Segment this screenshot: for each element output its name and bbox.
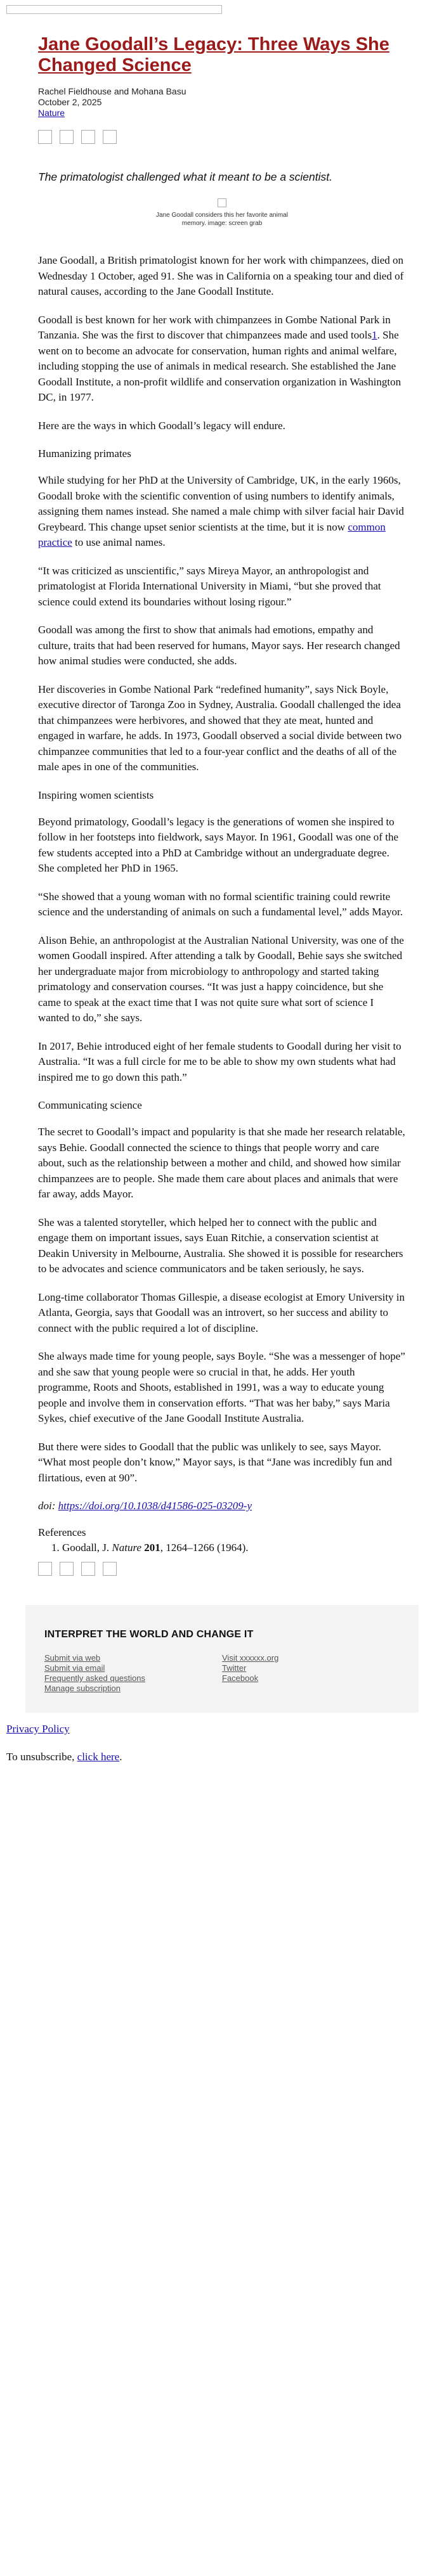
body-paragraph [38, 473, 406, 551]
body-paragraph: She always made time for young people, says Boyle. “She was a messenger of hope” and she saw that young people were so crucial in that, he adds. Her youth programme, Roots and Shoots, established in 1991, was a way to educate young people and involve them in conservation efforts. “That was her baby,” says Maria Sykes, chief executive of the Jane Goodall Institute Australia. [38, 1350, 405, 1424]
reference-journal: Nature [112, 1542, 141, 1554]
faq-link[interactable]: Frequently asked questions [44, 1673, 145, 1683]
body-paragraph [38, 312, 406, 406]
body-paragraph: But there were sides to Goodall that the public was unlikely to see, says Mayor. “What most people don’t know,” Mayor says, is that “Jane was incredibly fun and flirtatious, even at 90”. [38, 1440, 393, 1484]
authors: Rachel Fieldhouse and Mohana Basu [38, 86, 186, 96]
reference-volume: 201 [144, 1542, 160, 1554]
share-icon-1[interactable] [38, 1562, 52, 1576]
doi-line [38, 1498, 406, 1514]
body-paragraph: She was a talented storyteller, which helped her to connect with the public and engage them on important issues, says Euan Ritchie, a conservation scientist at Deakin University in Melbourne, Australia. She showed it is possible for researchers to be advocates and science communicators and be taken seriously, he says. [38, 1216, 403, 1275]
doi-link[interactable]: https://doi.org/10.1038/d41586-025-03209-y [58, 1500, 252, 1512]
body-paragraph: The secret to Goodall’s impact and popularity is that she made her research relatable, says Behie. Goodall connected the science to things that people worry and care about, such as the relationship between a mother and child, and showed how similar chimpanzees are to people. She made them care about places and animals that were far away, adds Mayor. [38, 1126, 405, 1200]
body-paragraph: Jane Goodall, a British primatologist known for her work with chimpanzees, died on Wednesday 1 October, aged 91. She was in California on a speaking tour and died of natural causes, according to the Jane Goodall Institute. [38, 254, 404, 297]
body-paragraph: Alison Behie, an anthropologist at the Australian National University, was one of the women Goodall inspired. After attending a talk by Goodall, Behie says she switched her undergraduate major from microbiology to anthropology and started taking primatology and conservation courses. “It was just a happy coincidence, but she came to speak at the exact time that I was not quite sure what sort of science I wanted to do,” she says. [38, 934, 404, 1024]
share-icon-4[interactable] [103, 1562, 117, 1576]
privacy-policy-link[interactable]: Privacy Policy [6, 1723, 70, 1735]
share-icon-4[interactable] [103, 130, 117, 144]
body-paragraph: Goodall was among the first to show that animals had emotions, empathy and culture, traits that had been reserved for humans, Mayor says. Her research changed how animal studies were conducted, she adds. [38, 624, 400, 667]
section-heading: Inspiring women scientists [38, 789, 154, 801]
references-list [38, 1540, 406, 1555]
newsletter-banner-image [6, 5, 222, 14]
footer-links [44, 1653, 400, 1694]
share-icon-2[interactable] [60, 130, 74, 144]
unsubscribe-text-end: . [119, 1751, 122, 1763]
body-paragraph: “It was criticized as unscientific,” says Mireya Mayor, an anthropologist and primatologist at Florida International University in Miami, “but she proved that science could extend its boundaries without losing rigour.” [38, 564, 381, 608]
social-share-row [38, 130, 406, 144]
twitter-link[interactable]: Twitter [222, 1663, 247, 1673]
paragraph-text: While studying for her PhD at the University of Cambridge, UK, in the early 1960s, Goodall broke with the scientific convention of using numbers to identify animals, assigning them names instead. She named a male chimp with silver facial hair David Greybeard. This change upset senior scientists at the time, but it is now [38, 474, 404, 533]
submit-web-link[interactable]: Submit via web [44, 1653, 101, 1663]
reference-author: Goodall, J. [62, 1542, 112, 1554]
references [38, 1525, 406, 1576]
manage-subscription-link[interactable]: Manage subscription [44, 1684, 121, 1693]
top-banner [0, 0, 444, 16]
paragraph-text: to use animal names. [72, 536, 166, 548]
section-heading: Humanizing primates [38, 448, 131, 460]
share-icon-1[interactable] [38, 130, 52, 144]
unsubscribe-link[interactable]: click here [77, 1751, 120, 1763]
body-paragraph: Her discoveries in Gombe National Park “redefined humanity”, says Nick Boyle, executive director of Taronga Zoo in Sydney, Australia. Goodall challenged the idea that chimpanzees were herbivores, and showed that they ate meat, hunted and engaged in warfare, he adds. In 1973, Goodall observed a social divide between two chimpanzee communities that led to a four-year conflict and the deaths of all of the male apes in one of the communities. [38, 683, 402, 773]
body-paragraph: Long-time collaborator Thomas Gillespie, a disease ecologist at Emory University in Atlanta, Georgia, says that Goodall was an introvert, so her success and ability to connect with the public required a lot of discipline. [38, 1291, 405, 1334]
email-bottom [0, 1713, 444, 1765]
reference-pages: , 1264–1266 (1964). [160, 1542, 249, 1554]
share-icon-3[interactable] [81, 1562, 95, 1576]
footer-right-column [222, 1653, 400, 1694]
unsubscribe-text: To unsubscribe, [6, 1751, 77, 1763]
footer-left-column [44, 1653, 222, 1694]
visit-site-link[interactable]: Visit xxxxxx.org [222, 1653, 279, 1663]
unsubscribe-line [6, 1749, 438, 1765]
article-meta [38, 86, 406, 119]
social-share-row-bottom [38, 1562, 406, 1576]
article-title[interactable]: Jane Goodall’s Legacy: Three Ways She Changed Science [38, 34, 389, 75]
paragraph-text: . She went on to become an advocate for conservation, human rights and animal welfare, including stopping the use of animals in medical research. She established the Jane Goodall Institute, a non-profit wildlife and conservation organization in Washington DC, in 1977. [38, 329, 402, 403]
share-icon-2[interactable] [60, 1562, 74, 1576]
section-heading: Communicating science [38, 1099, 142, 1111]
body-paragraph: In 2017, Behie introduced eight of her female students to Goodall during her visit to Australia. “It was a full circle for me to be able to show my own students what had inspired me to go down this path.” [38, 1040, 402, 1083]
common-practice-link[interactable]: common practice [38, 520, 386, 548]
publication-link[interactable]: Nature [38, 108, 65, 118]
submit-email-link[interactable]: Submit via email [44, 1663, 105, 1673]
publish-date: October 2, 2025 [38, 97, 102, 107]
footer-heading: INTERPRET THE WORLD AND CHANGE IT [44, 1629, 254, 1640]
body-paragraph: Here are the ways in which Goodall’s legacy will endure. [38, 419, 285, 432]
standfirst: The primatologist challenged what it meant to be a scientist. [38, 171, 332, 183]
body-paragraph: Beyond primatology, Goodall’s legacy is the generations of women she inspired to follow in her footsteps into fieldwork, says Mayor. In 1961, Goodall was one of the few students accepted into a PhD at Cambridge without an undergraduate degree. She completed her PhD in 1965. [38, 815, 398, 874]
figure-caption: Jane Goodall considers this her favorite animal memory. image: screen grab [156, 212, 288, 227]
article-figure [38, 198, 406, 228]
references-heading: References [38, 1526, 86, 1538]
facebook-link[interactable]: Facebook [222, 1673, 259, 1683]
reference-link[interactable]: 1 [372, 329, 377, 341]
reference-item [62, 1540, 406, 1555]
newsletter-footer [25, 1605, 419, 1713]
paragraph-text: Goodall is best known for her work with chimpanzees in Gombe National Park in Tanzania. She was the first to discover that chimpanzees made and used tools [38, 313, 391, 341]
doi-label: doi: [38, 1500, 56, 1512]
figure-image-icon [218, 198, 226, 207]
article-card [25, 16, 419, 1713]
share-icon-3[interactable] [81, 130, 95, 144]
body-paragraph: “She showed that a young woman with no formal scientific training could rewrite science and the understanding of animals on such a fundamental level,” adds Mayor. [38, 890, 403, 918]
